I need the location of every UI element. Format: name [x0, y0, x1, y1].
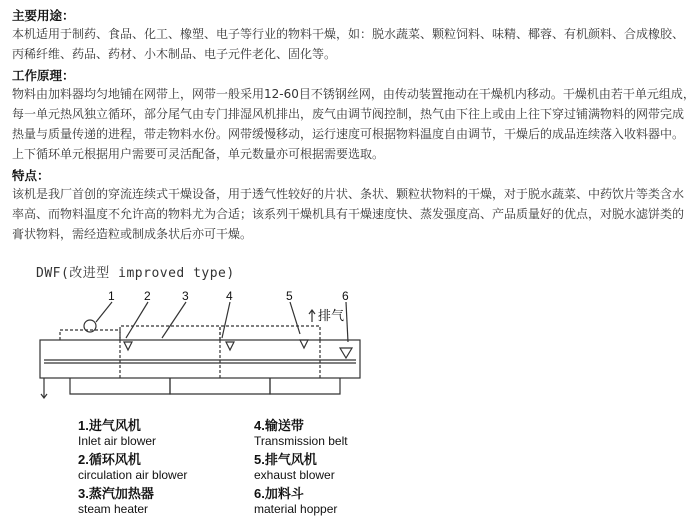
legend-item-2: [78, 452, 187, 482]
fan-icon: [300, 340, 308, 348]
legend-item-4: [254, 418, 348, 448]
features-line: 率高、而物料温度不允许高的物料尤为合适；该系列干燥机具有干燥速度快、蒸发强度高、产品质量好的优点，对脱水滤饼类的: [12, 207, 685, 221]
exhaust-label: 排气: [318, 308, 345, 323]
callout-1: 1: [108, 290, 115, 303]
legend-en: material hopper: [254, 502, 338, 516]
air-loop: [270, 378, 340, 394]
callout-leader: [222, 302, 230, 338]
features-line: 膏状物料，需经造粒或制成条状后亦可干燥。: [12, 227, 253, 241]
legend-zh: 2.循环风机: [78, 452, 141, 467]
callout-leader: [162, 302, 186, 338]
legend-zh: 4.输送带: [254, 418, 304, 433]
air-loop: [70, 378, 170, 394]
hopper-icon: [340, 348, 352, 358]
legend-zh: 6.加料斗: [254, 486, 304, 501]
diagram-title: DWF(改进型 improved type): [36, 266, 235, 281]
legend-en: Inlet air blower: [78, 434, 157, 448]
callout-leader: [290, 302, 300, 334]
callout-leader: [126, 302, 148, 338]
legend-en: steam heater: [78, 502, 149, 516]
legend-en: circulation air blower: [78, 468, 188, 482]
principle-line: 物料由加料器均匀地铺在网带上，网带一般采用12-60目不锈钢丝网，由传动装置拖动在干燥机内移动。干燥机由若干单元组成，: [12, 87, 695, 101]
air-loop: [220, 326, 320, 340]
fan-icon: [226, 342, 234, 350]
legend-item-6: [254, 486, 337, 516]
dryer-housing: [40, 340, 360, 378]
fan-icon: [124, 342, 132, 350]
legend-item-1: [78, 418, 156, 448]
features-text: [12, 184, 688, 244]
legend-item-5: [254, 452, 335, 482]
callout-leader: [96, 302, 112, 322]
callout-5: 5: [286, 290, 293, 303]
air-loop: [170, 378, 270, 394]
callout-leader: [346, 302, 348, 342]
legend-en: exhaust blower: [254, 468, 335, 482]
legend-en: Transmission belt: [254, 434, 348, 448]
principle-line: 上下循环单元根据用户需要可灵活配备，单元数量亦可根据需要选取。: [12, 147, 385, 161]
air-loop: [120, 326, 220, 340]
callout-3: 3: [182, 290, 189, 303]
principle-text: [12, 84, 695, 164]
usage-text: [12, 24, 688, 64]
legend-zh: 5.排气风机: [254, 452, 317, 467]
legend-item-3: [78, 486, 154, 516]
callout-2: 2: [144, 290, 151, 303]
features-line: 该机是我厂首创的穿流连续式干燥设备，用于透气性较好的片状、条状、颗粒状物料的干燥，对于脱水蔬菜、中药饮片等类含水: [12, 187, 685, 201]
usage-line: 丙稀纤维、药品、药材、小木制品、电子元件老化、固化等。: [12, 47, 337, 61]
usage-heading: 主要用途：: [12, 8, 75, 23]
legend-zh: 3.蒸汽加热器: [78, 486, 154, 501]
principle-line: 每一单元热风独立循环，部分尾气由专门排湿风机排出，废气由调节阀控制，热气由下往上或由上往下穿过铺满物料的网带完成: [12, 107, 685, 121]
callout-6: 6: [342, 290, 349, 303]
dryer-schematic: [0, 290, 698, 410]
features-heading: 特点：: [12, 168, 50, 183]
callout-4: 4: [226, 290, 233, 303]
principle-heading: 工作原理：: [12, 68, 75, 83]
principle-line: 热量与质量传递的进程，带走物料水份。网带缓慢移动，运行速度可根据物料温度自由调节，干燥后的成品连续落入收料器中。: [12, 127, 685, 141]
usage-line: 本机适用于制药、食品、化工、橡塑、电子等行业的物料干燥，如：脱水蔬菜、颗粒饲料、味精、椰蓉、有机颜料、合成橡胶、: [12, 27, 685, 41]
legend-zh: 1.进气风机: [78, 418, 141, 433]
